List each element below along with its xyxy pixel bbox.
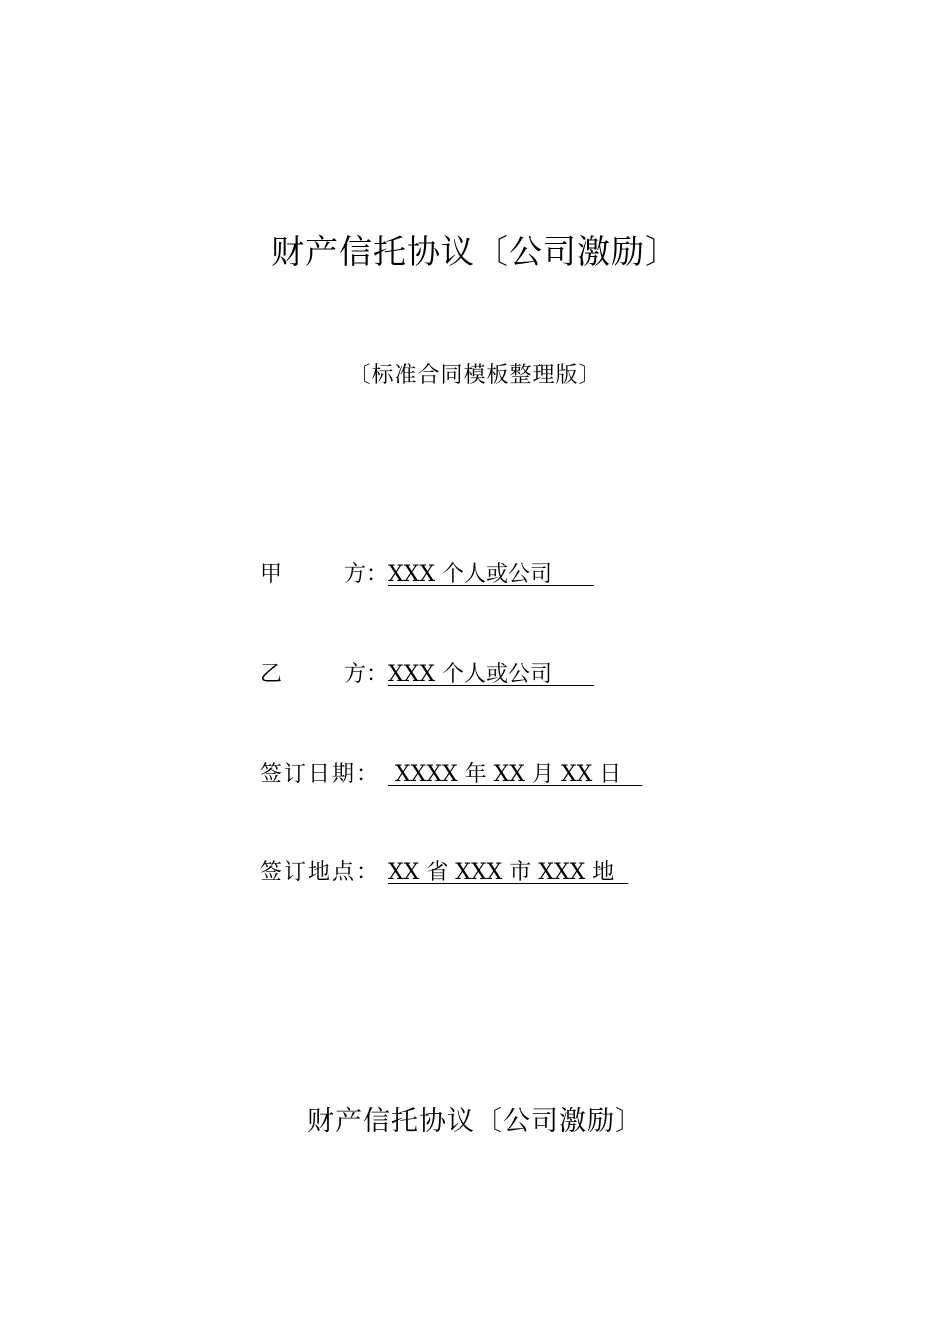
- party-b-label: [260, 658, 388, 692]
- signing-date-label: 签订日期：: [260, 762, 381, 787]
- signing-place-field: [260, 856, 628, 890]
- signing-date-value: XXXX 年 XX 月 XX 日: [388, 762, 643, 787]
- party-a-value: XXX 个人或公司: [388, 562, 594, 587]
- signing-place-label: 签订地点：: [260, 860, 381, 885]
- party-a-label-suffix: 方：: [343, 562, 388, 587]
- party-b-field: [260, 658, 594, 692]
- party-a-field: [260, 558, 594, 592]
- party-b-label-char: 乙: [260, 662, 283, 687]
- document-subtitle: 〔标准合同模板整理版〕: [348, 363, 602, 388]
- party-b-label-suffix: 方：: [343, 662, 388, 687]
- signing-place-value: XX 省 XXX 市 XXX 地: [388, 860, 629, 885]
- signing-date-field: [260, 758, 642, 792]
- party-b-value: XXX 个人或公司: [388, 662, 594, 687]
- party-a-label: [260, 558, 388, 592]
- party-a-label-char: 甲: [260, 562, 283, 587]
- document-title: 财产信托协议〔公司激励〕: [271, 232, 679, 271]
- body-title: 财产信托协议〔公司激励〕: [307, 1106, 643, 1137]
